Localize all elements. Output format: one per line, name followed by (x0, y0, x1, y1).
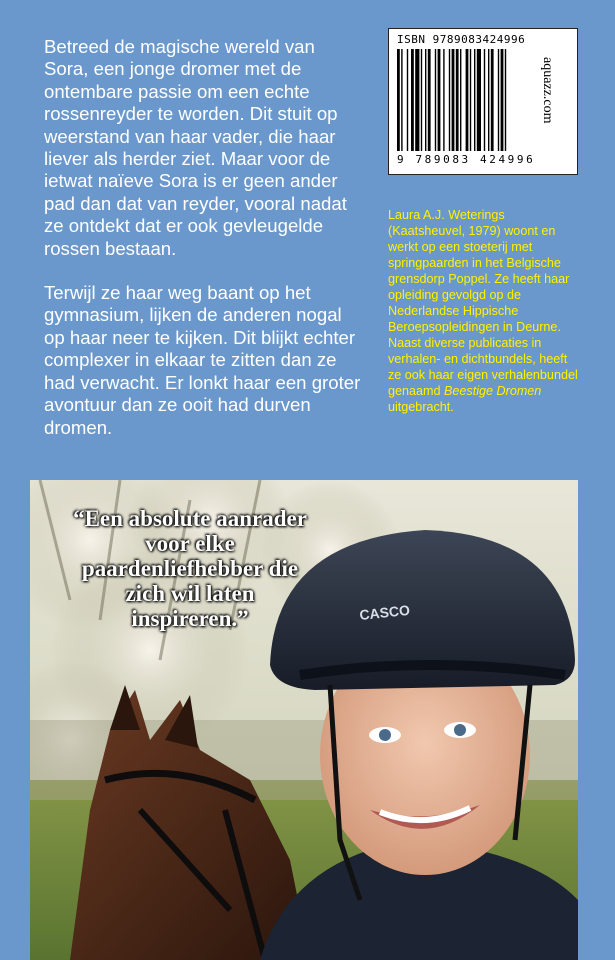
barcode-bars (397, 49, 537, 151)
bio-text-end: uitgebracht. (388, 400, 454, 414)
blurb-paragraph-2: Terwijl ze haar weg baant op het gymnasium, lijken de anderen nogal op haar neer te kijken. Dit blijkt echter complexer in elkaar te zitten dan ze had verwacht. Er lonkt haar een groter avontuur dan ze ooit had durven dromen. (44, 282, 361, 438)
bio-book-title: Beestige Dromen (444, 384, 542, 398)
bio-text: Laura A.J. Weterings (Kaatsheuvel, 1979) woont en werkt op een stoeterij met springpaarden in het Belgische grensdorp Poppel. Ze heeft haar opleiding gevolgd op de Nederlandse Hippische Beroepsopleidingen in Deurne. Naast diverse publicaties in verhalen- en dichtbundels, heeft ze ook haar eigen verhalenbundel genaamd (388, 208, 578, 398)
blurb-paragraph-1: Betreed de magische wereld van Sora, een jonge dromer met de ontembare passie om een echte rossenreyder te worden. Dit stuit op weerstand van haar vader, die haar liever als herder ziet. Maar voor de ietwat naïeve Sora is er geen ander pad dan dat van reyder, vooral nadat ze ontdekt dat er ook gevleugelde rossen bestaan. (44, 36, 347, 259)
back-cover-blurb (44, 36, 364, 461)
publisher-url: aquazz.com (540, 57, 555, 124)
isbn-digits: 9 789083 424996 (397, 153, 536, 166)
helmet-brand: CASCO (358, 601, 411, 623)
author-bio (388, 207, 584, 415)
isbn-barcode (388, 28, 578, 175)
review-quote: “Een absolute aanrader voor elke paardenliefhebber die zich wil laten inspireren.” (73, 506, 307, 631)
isbn-label: ISBN 9789083424996 (397, 33, 526, 46)
